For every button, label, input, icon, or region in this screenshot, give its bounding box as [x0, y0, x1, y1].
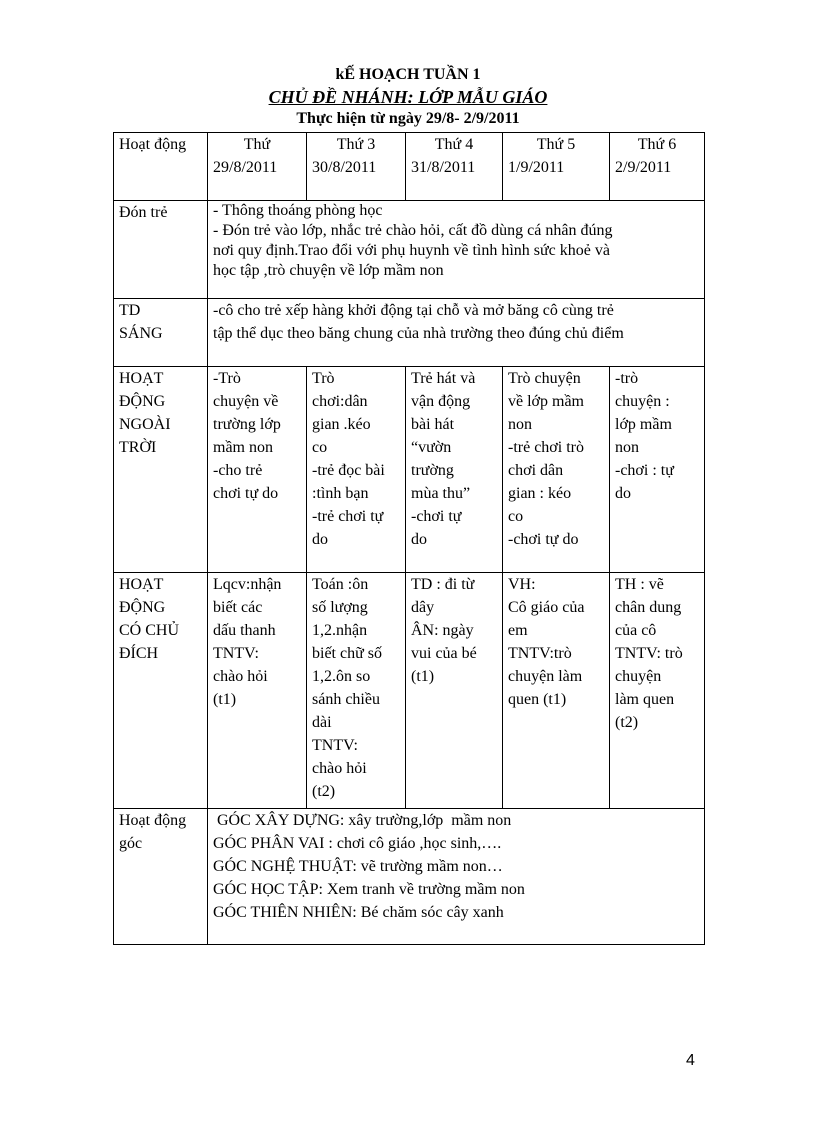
cell-line: gian : kéo [508, 485, 572, 502]
content-line: GÓC NGHỆ THUẬT: vẽ trường mầm non… [213, 858, 503, 875]
theme-subtitle: CHỦ ĐỀ NHÁNH: LỚP MẪU GIÁO [268, 87, 548, 107]
row-label: ĐỘNG [119, 393, 166, 410]
content-line: - Đón trẻ vào lớp, nhắc trẻ chào hỏi, cất đồ dùng cá nhân đúng [213, 222, 613, 239]
plan-title: kẾ HOẠCH TUẦN 1 [335, 66, 481, 83]
cell-line: -cho trẻ [213, 462, 263, 479]
row-label: HOẠT [119, 576, 164, 593]
cell-line: Cô giáo của [508, 599, 585, 616]
activity-cell [208, 367, 307, 573]
date-range: Thực hiện từ ngày 29/8- 2/9/2011 [296, 110, 520, 127]
table-row-td-sang [114, 299, 705, 367]
row-label: HOẠT [119, 370, 164, 387]
row-label: NGOÀI [119, 416, 171, 433]
cell-line: ÂN: ngày [411, 622, 474, 639]
cell-line: co [312, 439, 328, 456]
cell-line: non [615, 439, 639, 456]
cell-line: chào hỏi [213, 668, 268, 685]
page-number: 4 [686, 1052, 695, 1069]
cell-line: -trẻ chơi trò [508, 439, 584, 456]
day-label: Thứ [243, 136, 271, 153]
activity-cell [307, 367, 406, 573]
cell-line: gian .kéo [312, 416, 371, 433]
day-label: Thứ 4 [434, 136, 474, 153]
content-line: GÓC HỌC TẬP: Xem tranh về trường mầm non [213, 881, 525, 898]
row-label-cell [114, 201, 208, 299]
content-line: GÓC XÂY DỰNG: xây trường,lớp mầm non [213, 812, 512, 829]
table-row-don-tre [114, 201, 705, 299]
row-label-cell [114, 367, 208, 573]
cell-line: TNTV:trò [508, 645, 572, 662]
corner-cell [114, 133, 208, 201]
td-sang-content [208, 299, 705, 367]
cell-line: TNTV: [312, 737, 358, 754]
cell-line: “vườn [411, 439, 452, 456]
content-line: GÓC THIÊN NHIÊN: Bé chăm sóc cây xanh [213, 904, 504, 921]
weekly-plan-table [113, 132, 705, 945]
row-label: góc [119, 835, 143, 852]
table-row-goc [114, 809, 705, 945]
row-label: ĐỘNG [119, 599, 166, 616]
cell-line: VH: [508, 576, 536, 593]
cell-line: biết các [213, 599, 263, 616]
content-line: - Thông thoáng phòng học [213, 202, 383, 219]
row-label: TRỜI [119, 439, 157, 456]
activity-cell [307, 573, 406, 809]
day-header [208, 133, 307, 201]
cell-line: sánh chiều [312, 691, 380, 708]
activity-cell [406, 367, 503, 573]
cell-line: biết chữ số [312, 645, 382, 662]
table-row-ngoai-troi [114, 367, 705, 573]
cell-line: mầm non [213, 439, 273, 456]
activity-cell [503, 367, 610, 573]
cell-line: về lớp mầm [508, 393, 584, 410]
row-label-cell [114, 809, 208, 945]
cell-line: trường lớp [213, 416, 281, 433]
row-label: TD [119, 302, 141, 319]
cell-line: TNTV: [213, 645, 259, 662]
day-header [307, 133, 406, 201]
cell-line: -trò [615, 370, 639, 387]
activity-cell [406, 573, 503, 809]
cell-line: 1,2.ôn so [312, 668, 371, 685]
activity-cell [208, 573, 307, 809]
row-label: CÓ CHỦ [119, 622, 180, 639]
cell-line: vận động [411, 393, 471, 410]
cell-line: Trò chuyện [508, 370, 581, 387]
cell-line: chuyện về [213, 393, 279, 410]
cell-line: trường [411, 462, 454, 479]
row-label: Đón trẻ [119, 204, 168, 221]
cell-line: vui của bé [411, 645, 477, 662]
cell-line: Toán :ôn [312, 576, 369, 593]
cell-line: Lqcv:nhận [213, 576, 282, 593]
cell-line: (t2) [312, 783, 336, 800]
cell-line: chuyện : [615, 393, 670, 410]
cell-line: lớp mầm [615, 416, 672, 433]
cell-line: em [508, 622, 528, 639]
cell-line: Trò [312, 370, 335, 387]
cell-line: TD : đi từ [411, 576, 475, 593]
cell-line: -chơi tự do [508, 531, 579, 548]
cell-line: dấu thanh [213, 622, 276, 639]
cell-line: mùa thu” [411, 485, 471, 502]
day-date: 2/9/2011 [615, 159, 672, 176]
cell-line: dài [312, 714, 332, 731]
day-date: 30/8/2011 [312, 159, 377, 176]
cell-line: làm quen [615, 691, 675, 708]
cell-line: -trẻ chơi tự [312, 508, 384, 525]
page-header [0, 64, 816, 130]
row-label: Hoạt động [119, 812, 187, 829]
day-date: 1/9/2011 [508, 159, 565, 176]
content-line: -cô cho trẻ xếp hàng khởi động tại chỗ và mở băng cô cùng trẻ [213, 302, 614, 319]
content-line: GÓC PHÂN VAI : chơi cô giáo ,học sinh,…. [213, 835, 502, 852]
cell-line: chơi dân [508, 462, 564, 479]
activity-cell [610, 367, 705, 573]
cell-line: do [615, 485, 631, 502]
content-line: học tập ,trò chuyện về lớp mầm non [213, 262, 444, 279]
cell-line: dây [411, 599, 435, 616]
cell-line: chào hỏi [312, 760, 367, 777]
cell-line: co [508, 508, 524, 525]
cell-line: TH : vẽ [615, 576, 664, 593]
cell-line: (t1) [213, 691, 237, 708]
cell-line: chân dung [615, 599, 682, 616]
cell-line: bài hát [411, 416, 455, 433]
cell-line: do [411, 531, 427, 548]
day-label: Thứ 3 [336, 136, 376, 153]
cell-line: số lượng [312, 599, 368, 616]
row-label: ĐÍCH [119, 645, 159, 662]
cell-line: TNTV: trò [615, 645, 683, 662]
row-label-cell [114, 299, 208, 367]
cell-line: -chơi : tự [615, 462, 674, 479]
table-header-row [114, 133, 705, 201]
day-header [610, 133, 705, 201]
content-line: tập thể dục theo băng chung của nhà trường theo đúng chủ điểm [213, 325, 624, 342]
row-label-cell [114, 573, 208, 809]
table-row-co-chu-dich [114, 573, 705, 809]
cell-line: -Trò [213, 370, 241, 387]
cell-line: (t1) [411, 668, 435, 685]
day-header [406, 133, 503, 201]
goc-content [208, 809, 705, 945]
day-date: 31/8/2011 [411, 159, 476, 176]
day-date: 29/8/2011 [213, 159, 278, 176]
cell-line: do [312, 531, 328, 548]
day-header [503, 133, 610, 201]
cell-line: (t2) [615, 714, 639, 731]
cell-line: chuyện [615, 668, 662, 685]
content-line: nơi quy định.Trao đổi với phụ huynh về tình hình sức khoẻ và [213, 242, 610, 259]
row-label: SÁNG [119, 325, 163, 342]
activity-cell [610, 573, 705, 809]
cell-line: chơi tự do [213, 485, 279, 502]
cell-line: :tình bạn [312, 485, 369, 502]
corner-label: Hoạt động [119, 136, 187, 153]
don-tre-content [208, 201, 705, 299]
cell-line: non [508, 416, 532, 433]
cell-line: 1,2.nhận [312, 622, 368, 639]
cell-line: -chơi tự [411, 508, 462, 525]
cell-line: chuyện làm [508, 668, 583, 685]
cell-line: Trẻ hát và [411, 370, 476, 387]
cell-line: quen (t1) [508, 691, 567, 708]
cell-line: của cô [615, 622, 657, 639]
day-label: Thứ 6 [637, 136, 677, 153]
day-label: Thứ 5 [536, 136, 576, 153]
cell-line: -trẻ đọc bài [312, 462, 385, 479]
activity-cell [503, 573, 610, 809]
cell-line: chơi:dân [312, 393, 368, 410]
